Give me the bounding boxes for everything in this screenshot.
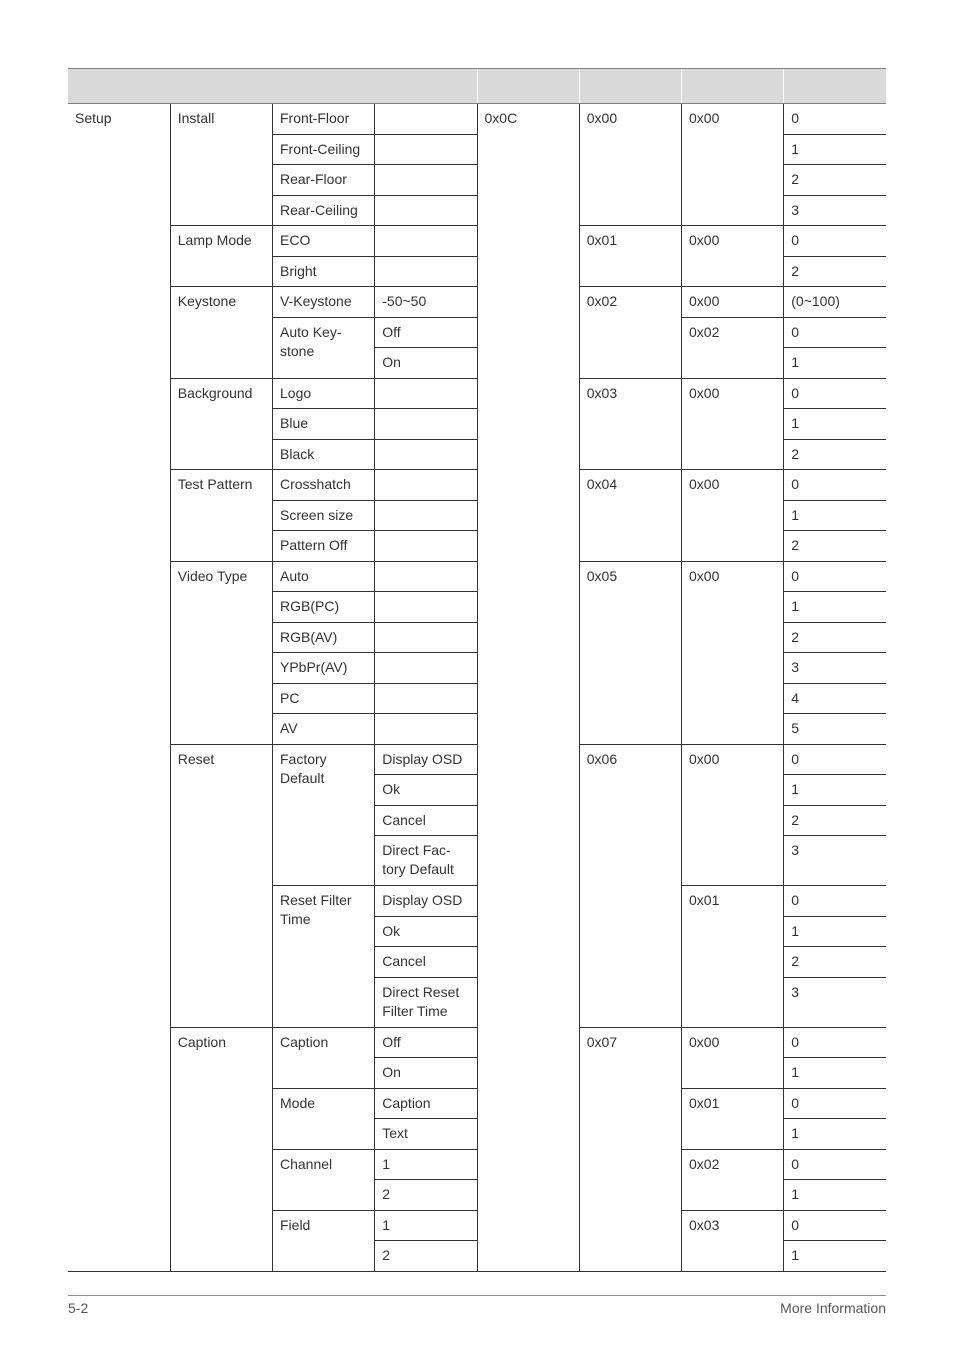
menu-video-type: Video Type (170, 561, 272, 744)
value-cell: 0 (784, 317, 886, 348)
value-cell: 0 (784, 226, 886, 257)
value-cell: 1 (784, 775, 886, 806)
category-setup: Setup (68, 104, 170, 1272)
option-cell: On (375, 1058, 477, 1089)
option-cell: Display OSD (375, 744, 477, 775)
option-cell: -50~50 (375, 287, 477, 318)
menu-test-pattern: Test Pattern (170, 470, 272, 562)
sub-cmd-cell: 0x06 (579, 744, 681, 1027)
ctrl-cell: 0x03 (682, 1210, 784, 1271)
item-cell: Auto (273, 561, 375, 592)
option-cell: Ok (375, 775, 477, 806)
item-cell: Channel (273, 1149, 375, 1210)
option-cell: Display OSD (375, 886, 477, 917)
option-cell: Cancel (375, 805, 477, 836)
option-cell: Ok (375, 916, 477, 947)
option-cell: Text (375, 1119, 477, 1150)
value-cell: 1 (784, 1241, 886, 1272)
option-cell (375, 378, 477, 409)
sub-cmd-cell: 0x02 (579, 287, 681, 379)
value-cell: 0 (784, 744, 886, 775)
item-cell: Rear-Ceiling (273, 195, 375, 226)
header-cell (579, 69, 681, 104)
value-cell: 2 (784, 256, 886, 287)
menu-caption: Caption (170, 1027, 272, 1271)
option-cell (375, 439, 477, 470)
option-cell: Off (375, 1027, 477, 1058)
option-cell: Direct Reset Filter Time (375, 977, 477, 1027)
table-header-row (68, 69, 886, 104)
option-cell: 2 (375, 1180, 477, 1211)
value-cell: 0 (784, 378, 886, 409)
option-cell: On (375, 348, 477, 379)
ctrl-cell: 0x01 (682, 1088, 784, 1149)
value-cell: 2 (784, 805, 886, 836)
table-row (68, 104, 886, 135)
option-cell: Direct Fac- tory Default (375, 836, 477, 886)
sub-cmd-cell: 0x05 (579, 561, 681, 744)
value-cell: 2 (784, 531, 886, 562)
value-cell: 0 (784, 886, 886, 917)
option-cell (375, 592, 477, 623)
value-cell: 1 (784, 1058, 886, 1089)
option-cell (375, 622, 477, 653)
value-cell: (0~100) (784, 287, 886, 318)
ctrl-cell: 0x00 (682, 104, 784, 226)
value-cell: 0 (784, 1088, 886, 1119)
value-cell: 1 (784, 409, 886, 440)
sub-cmd-cell: 0x00 (579, 104, 681, 226)
option-cell (375, 226, 477, 257)
value-cell: 1 (784, 500, 886, 531)
ctrl-cell: 0x00 (682, 561, 784, 744)
item-cell: Bright (273, 256, 375, 287)
footer-divider (68, 1295, 886, 1296)
sub-cmd-cell: 0x01 (579, 226, 681, 287)
value-cell: 2 (784, 947, 886, 978)
header-cell (784, 69, 886, 104)
item-cell: Caption (273, 1027, 375, 1088)
ctrl-cell: 0x00 (682, 1027, 784, 1088)
value-cell: 4 (784, 683, 886, 714)
item-cell: Mode (273, 1088, 375, 1149)
item-cell: Auto Key- stone (273, 317, 375, 378)
option-cell (375, 470, 477, 501)
value-cell: 3 (784, 977, 886, 1027)
value-cell: 0 (784, 104, 886, 135)
value-cell: 3 (784, 836, 886, 886)
option-cell (375, 714, 477, 745)
option-cell: 1 (375, 1149, 477, 1180)
value-cell: 2 (784, 439, 886, 470)
value-cell: 2 (784, 165, 886, 196)
item-cell: Black (273, 439, 375, 470)
item-cell: Logo (273, 378, 375, 409)
item-cell: ECO (273, 226, 375, 257)
value-cell: 1 (784, 592, 886, 623)
sub-cmd-cell: 0x07 (579, 1027, 681, 1271)
value-cell: 0 (784, 561, 886, 592)
menu-background: Background (170, 378, 272, 470)
item-cell: PC (273, 683, 375, 714)
item-cell: Field (273, 1210, 375, 1271)
cmd-cell: 0x0C (477, 104, 579, 1272)
value-cell: 1 (784, 1119, 886, 1150)
option-cell (375, 409, 477, 440)
item-cell: V-Keystone (273, 287, 375, 318)
ctrl-cell: 0x00 (682, 287, 784, 318)
item-cell: Crosshatch (273, 470, 375, 501)
ctrl-cell: 0x00 (682, 226, 784, 287)
header-cell (68, 69, 477, 104)
option-cell: Off (375, 317, 477, 348)
option-cell: 1 (375, 1210, 477, 1241)
value-cell: 5 (784, 714, 886, 745)
item-cell: Front-Floor (273, 104, 375, 135)
section-title: More Information (780, 1300, 886, 1316)
item-cell: RGB(AV) (273, 622, 375, 653)
sub-cmd-cell: 0x04 (579, 470, 681, 562)
item-cell: Rear-Floor (273, 165, 375, 196)
option-cell (375, 531, 477, 562)
option-cell (375, 561, 477, 592)
ctrl-cell: 0x02 (682, 317, 784, 378)
header-cell (477, 69, 579, 104)
option-cell (375, 104, 477, 135)
item-cell: YPbPr(AV) (273, 653, 375, 684)
item-cell: Factory Default (273, 744, 375, 886)
option-cell: 2 (375, 1241, 477, 1272)
option-cell (375, 134, 477, 165)
option-cell: Caption (375, 1088, 477, 1119)
option-cell (375, 256, 477, 287)
menu-lamp-mode: Lamp Mode (170, 226, 272, 287)
item-cell: Screen size (273, 500, 375, 531)
ctrl-cell: 0x01 (682, 886, 784, 1028)
command-table (68, 68, 886, 1272)
value-cell: 3 (784, 653, 886, 684)
item-cell: Reset Filter Time (273, 886, 375, 1028)
sub-cmd-cell: 0x03 (579, 378, 681, 470)
value-cell: 0 (784, 1149, 886, 1180)
page-number: 5-2 (68, 1300, 89, 1316)
value-cell: 1 (784, 916, 886, 947)
option-cell (375, 165, 477, 196)
value-cell: 1 (784, 348, 886, 379)
item-cell: Pattern Off (273, 531, 375, 562)
option-cell: Cancel (375, 947, 477, 978)
item-cell: Blue (273, 409, 375, 440)
value-cell: 0 (784, 470, 886, 501)
value-cell: 0 (784, 1210, 886, 1241)
value-cell: 0 (784, 1027, 886, 1058)
value-cell: 1 (784, 134, 886, 165)
value-cell: 3 (784, 195, 886, 226)
option-cell (375, 500, 477, 531)
item-cell: Front-Ceiling (273, 134, 375, 165)
value-cell: 2 (784, 622, 886, 653)
menu-keystone: Keystone (170, 287, 272, 379)
ctrl-cell: 0x02 (682, 1149, 784, 1210)
header-cell (682, 69, 784, 104)
ctrl-cell: 0x00 (682, 378, 784, 470)
option-cell (375, 195, 477, 226)
item-cell: RGB(PC) (273, 592, 375, 623)
ctrl-cell: 0x00 (682, 470, 784, 562)
option-cell (375, 653, 477, 684)
item-cell: AV (273, 714, 375, 745)
value-cell: 1 (784, 1180, 886, 1211)
option-cell (375, 683, 477, 714)
ctrl-cell: 0x00 (682, 744, 784, 886)
menu-install: Install (170, 104, 272, 226)
menu-reset: Reset (170, 744, 272, 1027)
